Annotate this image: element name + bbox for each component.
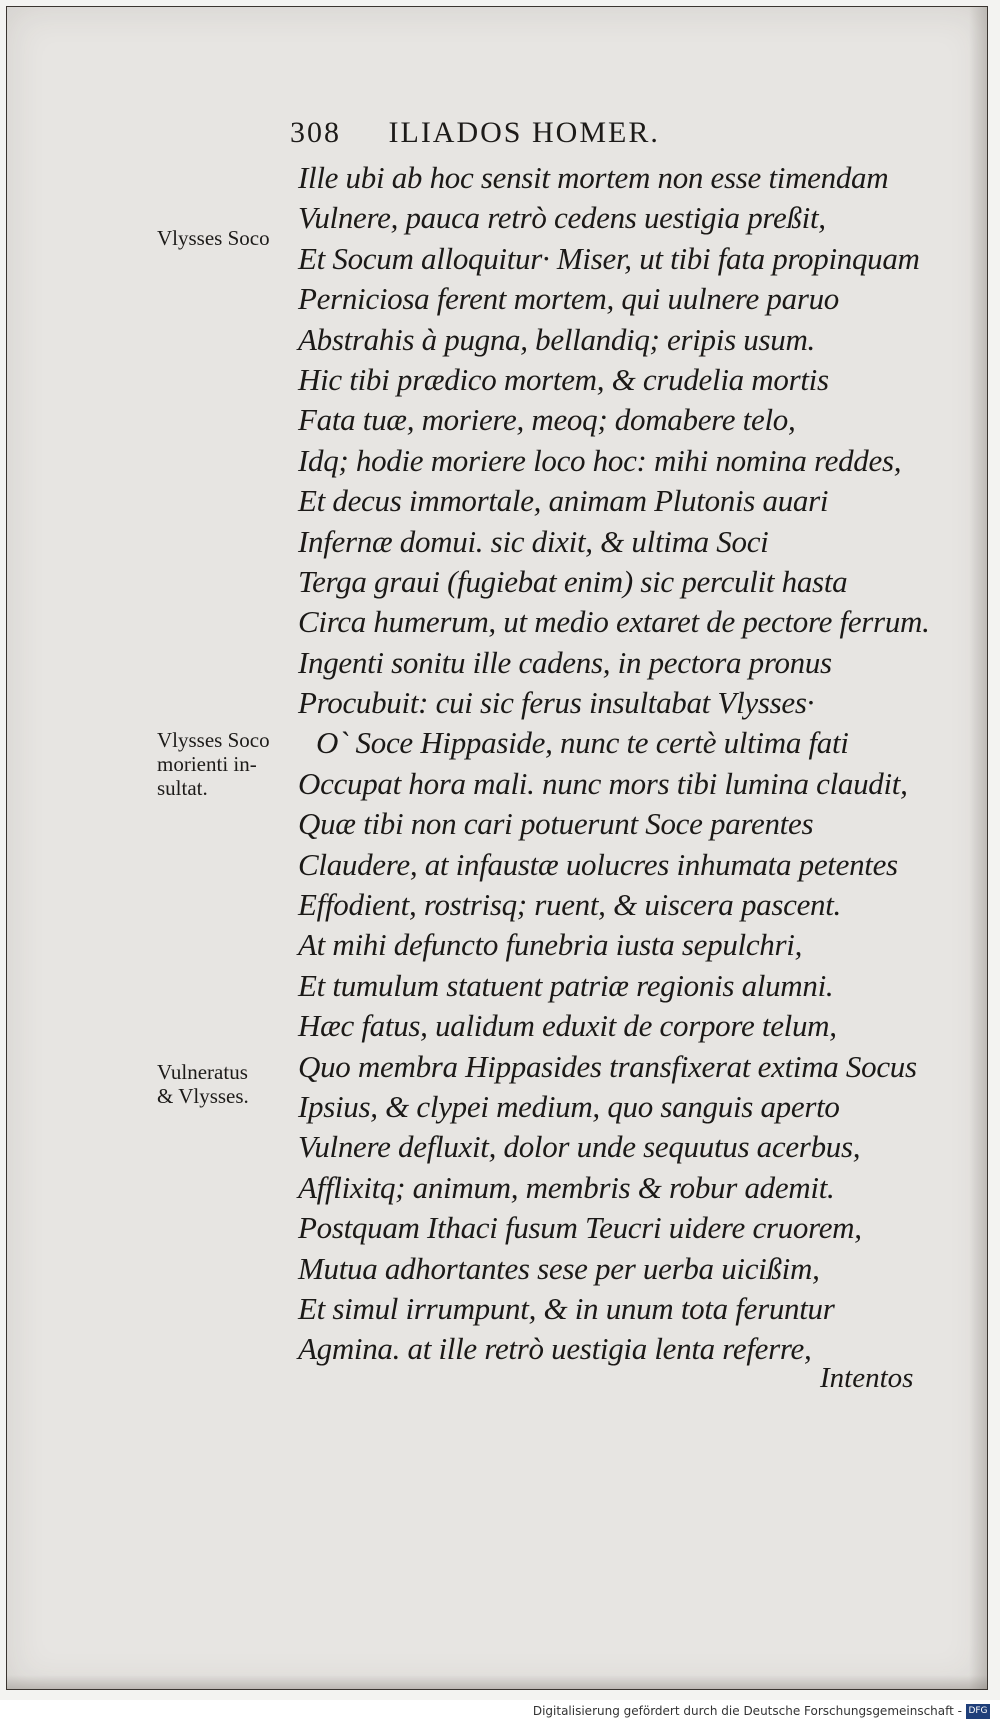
verse-line-9: Et decus immortale, animam Plutonis auari [298,483,829,519]
verse-line-3: Et Socum alloquitur· Miser, ut tibi fata propinquam [298,240,920,276]
marginal-note-line: sultat. [157,776,208,800]
page-edge-shadow [969,7,987,1689]
page-bottom-shadow [7,1675,987,1689]
verse-line-13: Ingenti sonitu ille cadens, in pectora pronus [298,644,832,680]
verse-line-19: Effodient, rostrisq; ruent, & uiscera pascent. [298,887,842,923]
verse-line-1: Ille ubi ab hoc sensit mortem non esse timendam [298,160,889,195]
verse-line-27: Postquam Ithaci fusum Teucri uidere cruorem, [298,1210,862,1246]
verse-line-11: Terga graui (fugiebat enim) sic perculit hasta [298,563,848,599]
marginal-note-line: Vlysses Soco [157,226,270,250]
marginal-note-ulysses-soco [157,226,270,250]
verse-line-22: Hæc fatus, ualidum eduxit de corpore telum, [298,1008,837,1044]
verse-line-17: Quæ tibi non cari potuerunt Soce parentes [298,806,814,842]
footer-bar [0,1700,1000,1727]
verse-line-6: Hic tibi prædico mortem, & crudelia mortis [298,361,829,397]
verse-line-23: Quo membra Hippasides transfixerat extima Socus [298,1048,917,1084]
verse-line-4: Perniciosa ferent mortem, qui uulnere paruo [298,281,839,317]
running-title: ILIADOS HOMER. [388,116,660,149]
verse-line-28: Mutua adhortantes sese per uerba uicißim, [298,1250,820,1286]
running-head [290,116,660,150]
page-number: 308 [290,116,341,149]
verse-line-5: Abstrahis à pugna, bellandiq; eripis usum. [298,321,815,357]
verse-line-16: Occupat hora mali. nunc mors tibi lumina claudit, [298,765,908,801]
verse-line-18: Claudere, at infaustæ uolucres inhumata petentes [298,846,898,882]
verse-line-12: Circa humerum, ut medio extaret de pectore ferrum. [298,604,930,640]
marginal-note-line: & Vlysses. [157,1084,249,1108]
verse-line-24: Ipsius, & clypei medium, quo sanguis aperto [298,1088,840,1124]
verse-line-20: At mihi defuncto funebria iusta sepulchri, [298,927,803,963]
verse-line-29: Et simul irrumpunt, & in unum tota feruntur [298,1290,835,1326]
dfg-logo-badge: DFG [966,1704,990,1719]
verse-text-block [298,158,938,1370]
verse-line-7: Fata tuæ, moriere, meoq; domabere telo, [298,402,796,438]
verse-line-8: Idq; hodie moriere loco hoc: mihi nomina reddes, [298,442,902,478]
verse-line-15: O` Soce Hippaside, nunc te certè ultima fati [316,725,849,761]
marginal-note-line: morienti in- [157,752,257,776]
marginal-note-ulysses-soco-morienti [157,728,270,800]
verse-line-26: Afflixitq; animum, membris & robur ademit. [298,1169,835,1205]
marginal-note-vulneratus [157,1060,249,1108]
verse-line-2: Vulnere, pauca retrò cedens uestigia preßit, [298,200,826,236]
footer-credit: Digitalisierung gefördert durch die Deutsche Forschungsgemeinschaft - [532,1704,962,1718]
marginal-note-line: Vlysses Soco [157,728,270,752]
verse-line-30: Agmina. at ille retrò uestigia lenta referre, [298,1331,812,1367]
verse-line-25: Vulnere defluxit, dolor unde sequutus acerbus, [298,1129,861,1165]
catchword: Intentos [820,1362,914,1394]
verse-line-10: Infernæ domui. sic dixit, & ultima Soci [298,523,769,559]
verse-line-21: Et tumulum statuent patriæ regionis alumni. [298,967,834,1003]
marginal-note-line: Vulneratus [157,1060,248,1084]
verse-line-14: Procubuit: cui sic ferus insultabat Vlysses· [298,685,815,721]
